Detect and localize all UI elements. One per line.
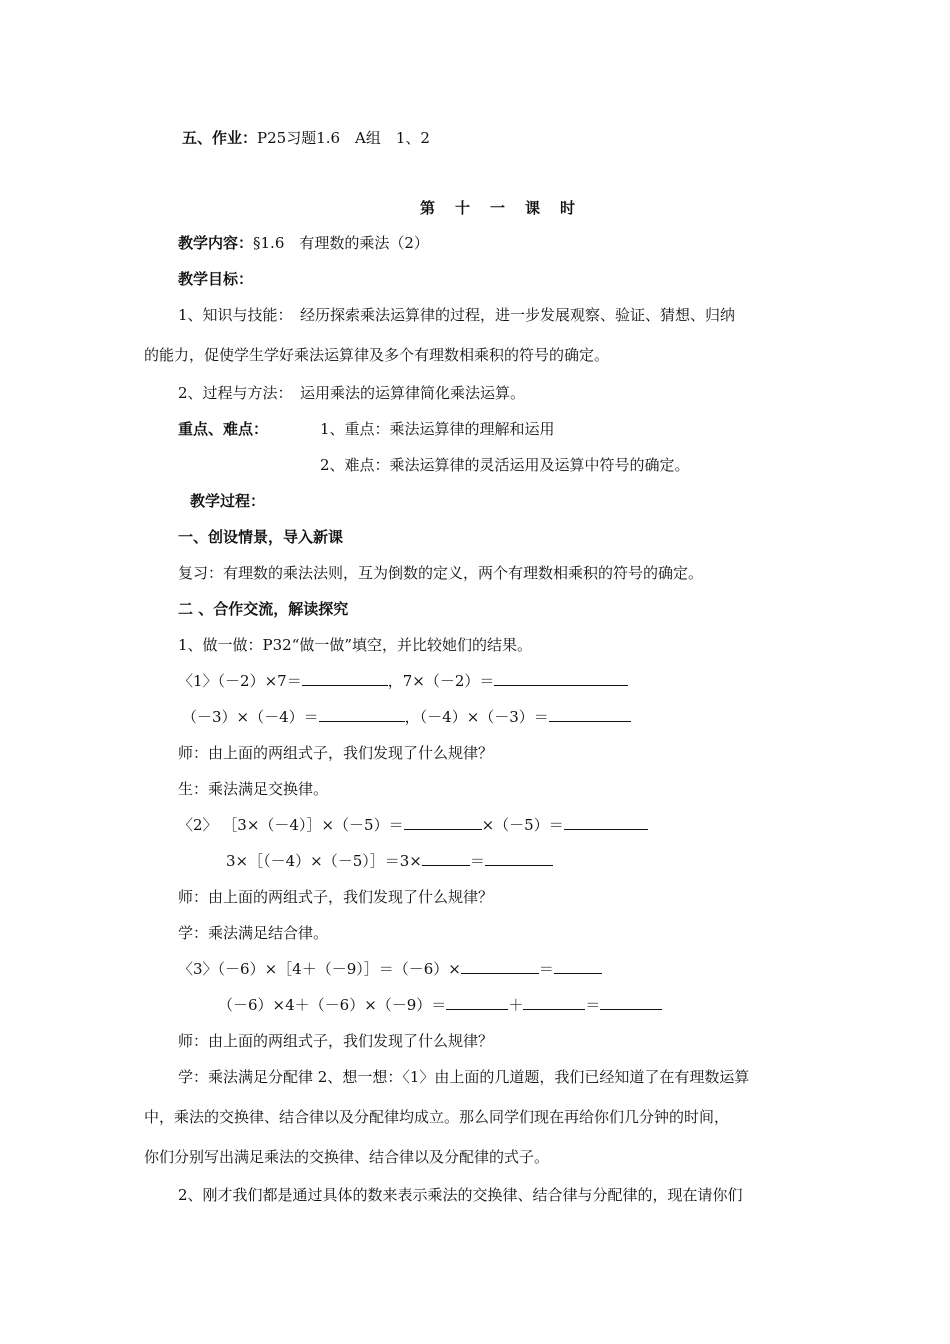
goal-1-line-b: 的能力，促使学生学好乘法运算律及多个有理数相乘积的符号的确定。 (144, 346, 610, 364)
expr-3a: 〈3〉（－6）×［4＋（－9）］＝（－6）× (178, 960, 461, 978)
content-label: 教学内容： (178, 234, 254, 252)
expr-3b: ＝ (538, 960, 554, 978)
exercise-2-row-a (178, 815, 648, 835)
process-label: 教学过程： (190, 492, 266, 510)
answer-blank[interactable] (461, 959, 539, 974)
paragraph-line-1: 学：乘法满足分配律 2、想一想：〈1〉由上面的几道题，我们已经知道了在有理数运算 (178, 1068, 750, 1086)
answer-blank[interactable] (549, 707, 631, 722)
keypoint-2: 2、难点：乘法运算律的灵活运用及运算中符号的确定。 (320, 456, 690, 474)
section-2-heading: 二 、合作交流，解读探究 (178, 600, 349, 618)
expr-2c: 3×［（－4）×（－5）］＝3× (226, 852, 422, 870)
expr-3e: ＝ (585, 996, 601, 1014)
do-it-text: 1、做一做：P32“做一做”填空，并比较她们的结果。 (178, 636, 533, 654)
answer-blank[interactable] (523, 995, 585, 1010)
paragraph-line-3: 你们分别写出满足乘法的交换律、结合律以及分配律的式子。 (144, 1148, 550, 1166)
exercise-1-row-a (178, 671, 628, 691)
paragraph-line-2: 中，乘法的交换律、结合律以及分配律均成立。那么同学们现在再给你们几分钟的时间， (144, 1108, 730, 1126)
answer-blank[interactable] (494, 671, 628, 686)
exercise-3-row-a (178, 959, 602, 979)
answer-blank[interactable] (600, 995, 662, 1010)
expr-2a: 〈2〉 ［3×（－4）］×（－5）＝ (178, 816, 404, 834)
expr-1c: （－3）×（－4）＝ (182, 708, 319, 726)
expr-1b: ，7×（－2）＝ (387, 672, 495, 690)
answer-blank[interactable] (422, 851, 470, 866)
content-line (178, 233, 429, 253)
expr-3c: （－6）×4＋（－6）×（－9）＝ (218, 996, 447, 1014)
expr-2d: ＝ (469, 852, 485, 870)
answer-blank[interactable] (446, 995, 508, 1010)
lesson-title: 第十一课时 (420, 199, 596, 217)
answer-blank[interactable] (302, 671, 388, 686)
goals-label: 教学目标： (178, 270, 254, 288)
expr-1a: 〈1〉（－2）×7＝ (178, 672, 302, 690)
exercise-3-row-b (218, 995, 662, 1015)
exercise-2-row-b (226, 851, 553, 871)
homework-line (182, 128, 430, 148)
expr-3d: ＋ (508, 996, 524, 1014)
exercise-1-row-b (182, 707, 631, 727)
keypoint-1: 1、重点：乘法运算律的理解和运用 (320, 420, 555, 438)
homework-text: P25习题1.6 A组 1、2 (257, 129, 430, 147)
teacher-question-1: 师：由上面的两组式子，我们发现了什么规律？ (178, 744, 494, 762)
answer-blank[interactable] (554, 959, 602, 974)
section-1-heading: 一、创设情景，导入新课 (178, 528, 344, 546)
expr-2b: ×（－5）＝ (481, 816, 564, 834)
student-answer-1: 生：乘法满足交换律。 (178, 780, 329, 798)
paragraph-line-4: 2、刚才我们都是通过具体的数来表示乘法的交换律、结合律与分配律的，现在请你们 (178, 1186, 743, 1204)
goal-1-line-a: 1、知识与技能： 经历探索乘法运算律的过程，进一步发展观察、验证、猜想、归纳 (178, 306, 736, 324)
homework-label: 五、作业： (182, 129, 258, 147)
answer-blank[interactable] (485, 851, 553, 866)
answer-blank[interactable] (564, 815, 648, 830)
goal-2: 2、过程与方法： 运用乘法的运算律简化乘法运算。 (178, 384, 526, 402)
answer-blank[interactable] (404, 815, 482, 830)
answer-blank[interactable] (319, 707, 405, 722)
teacher-question-2: 师：由上面的两组式子，我们发现了什么规律？ (178, 888, 494, 906)
expr-1d: ，（－4）×（－3）＝ (404, 708, 549, 726)
teacher-question-3: 师：由上面的两组式子，我们发现了什么规律？ (178, 1032, 494, 1050)
student-answer-2: 学：乘法满足结合律。 (178, 924, 329, 942)
keypoints-label: 重点、难点： (178, 420, 269, 438)
content-text: §1.6 有理数的乘法（2） (253, 234, 429, 252)
review-text: 复习：有理数的乘法法则，互为倒数的定义，两个有理数相乘积的符号的确定。 (178, 564, 704, 582)
